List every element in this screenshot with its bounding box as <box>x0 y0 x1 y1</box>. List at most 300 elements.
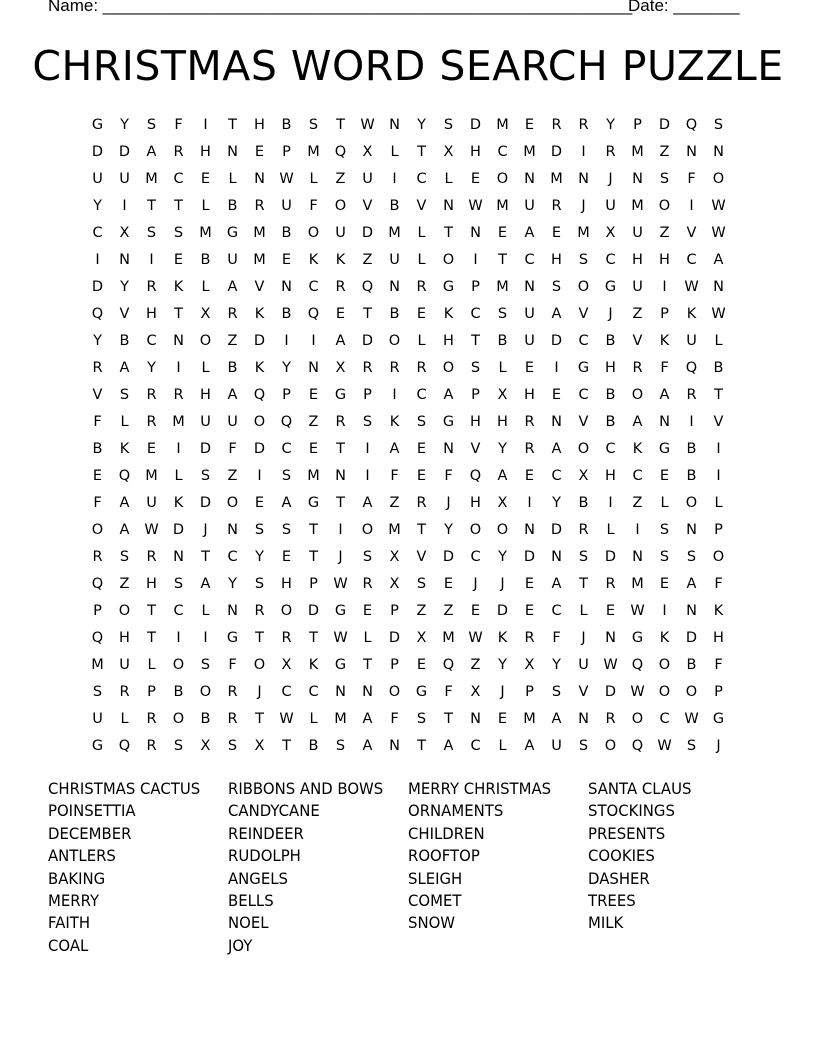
grid-letter[interactable]: R <box>146 710 157 727</box>
grid-letter[interactable]: R <box>281 629 292 646</box>
grid-letter[interactable]: K <box>389 413 400 430</box>
grid-letter[interactable]: Q <box>91 629 104 646</box>
grid-letter[interactable]: S <box>362 548 373 565</box>
grid-letter[interactable]: I <box>338 521 343 538</box>
grid-letter[interactable]: T <box>201 548 210 565</box>
grid-letter[interactable]: S <box>173 224 184 241</box>
grid-letter[interactable]: A <box>686 575 697 592</box>
grid-letter[interactable]: T <box>417 521 426 538</box>
grid-letter[interactable]: D <box>469 116 482 133</box>
grid-letter[interactable]: T <box>282 737 291 754</box>
grid-letter[interactable]: D <box>361 332 374 349</box>
grid-letter[interactable]: S <box>362 413 373 430</box>
grid-letter[interactable]: M <box>145 170 158 187</box>
grid-letter[interactable]: I <box>176 359 181 376</box>
grid-letter[interactable]: E <box>470 602 481 619</box>
grid-letter[interactable]: C <box>470 548 481 565</box>
grid-letter[interactable]: W <box>684 710 699 727</box>
grid-letter[interactable]: D <box>172 521 185 538</box>
grid-letter[interactable]: I <box>365 467 370 484</box>
grid-letter[interactable]: N <box>389 116 400 133</box>
grid-letter[interactable]: I <box>473 251 478 268</box>
grid-letter[interactable]: U <box>578 656 589 673</box>
grid-letter[interactable]: V <box>416 197 427 214</box>
grid-letter[interactable]: Q <box>442 656 455 673</box>
grid-letter[interactable]: E <box>524 575 535 592</box>
grid-letter[interactable]: F <box>444 683 453 700</box>
grid-letter[interactable]: U <box>524 305 535 322</box>
grid-letter[interactable]: G <box>442 413 455 430</box>
grid-letter[interactable]: E <box>416 467 427 484</box>
grid-letter[interactable]: A <box>146 143 157 160</box>
grid-letter[interactable]: D <box>307 602 320 619</box>
grid-letter[interactable]: U <box>389 251 400 268</box>
grid-letter[interactable]: B <box>578 494 589 511</box>
grid-letter[interactable]: X <box>362 143 373 160</box>
grid-letter[interactable]: T <box>444 710 453 727</box>
grid-letter[interactable]: V <box>632 332 643 349</box>
grid-letter[interactable]: O <box>469 521 482 538</box>
grid-letter[interactable]: O <box>388 332 401 349</box>
grid-letter[interactable]: D <box>199 494 212 511</box>
grid-letter[interactable]: R <box>632 359 643 376</box>
grid-letter[interactable]: W <box>468 629 483 646</box>
grid-letter[interactable]: Q <box>334 143 347 160</box>
grid-letter[interactable]: B <box>308 737 319 754</box>
grid-letter[interactable]: I <box>176 629 181 646</box>
grid-letter[interactable]: N <box>524 278 535 295</box>
grid-letter[interactable]: H <box>119 629 130 646</box>
grid-letter[interactable]: L <box>201 602 210 619</box>
grid-letter[interactable]: U <box>686 332 697 349</box>
grid-letter[interactable]: B <box>497 332 508 349</box>
grid-letter[interactable]: G <box>91 737 104 754</box>
grid-letter[interactable]: Y <box>552 656 561 673</box>
grid-letter[interactable]: P <box>714 683 723 700</box>
grid-letter[interactable]: H <box>443 332 454 349</box>
grid-letter[interactable]: L <box>417 251 426 268</box>
grid-letter[interactable]: S <box>686 548 697 565</box>
grid-letter[interactable]: M <box>253 224 266 241</box>
grid-letter[interactable]: D <box>496 602 509 619</box>
grid-letter[interactable]: C <box>416 170 427 187</box>
grid-letter[interactable]: E <box>173 251 184 268</box>
grid-letter[interactable]: H <box>605 359 616 376</box>
grid-letter[interactable]: R <box>605 575 616 592</box>
grid-letter[interactable]: L <box>579 602 588 619</box>
grid-letter[interactable]: I <box>392 170 397 187</box>
grid-letter[interactable]: T <box>336 494 345 511</box>
grid-letter[interactable]: S <box>119 548 130 565</box>
grid-letter[interactable]: X <box>389 575 400 592</box>
grid-letter[interactable]: S <box>659 521 670 538</box>
grid-letter[interactable]: T <box>147 197 156 214</box>
grid-letter[interactable]: Y <box>120 278 129 295</box>
grid-letter[interactable]: T <box>336 440 345 457</box>
grid-letter[interactable]: T <box>417 143 426 160</box>
grid-letter[interactable]: S <box>173 737 184 754</box>
grid-letter[interactable]: N <box>578 170 589 187</box>
grid-letter[interactable]: N <box>389 278 400 295</box>
grid-letter[interactable]: D <box>604 683 617 700</box>
grid-letter[interactable]: C <box>497 143 508 160</box>
grid-letter[interactable]: S <box>416 575 427 592</box>
grid-letter[interactable]: G <box>442 278 455 295</box>
grid-letter[interactable]: L <box>444 170 453 187</box>
grid-letter[interactable]: Z <box>362 251 373 268</box>
grid-letter[interactable]: L <box>228 170 237 187</box>
grid-letter[interactable]: W <box>360 116 375 133</box>
grid-letter[interactable]: B <box>686 467 697 484</box>
grid-letter[interactable]: N <box>470 710 481 727</box>
grid-letter[interactable]: D <box>91 143 104 160</box>
grid-letter[interactable]: N <box>713 143 724 160</box>
grid-letter[interactable]: S <box>497 305 508 322</box>
grid-letter[interactable]: Q <box>280 413 293 430</box>
grid-letter[interactable]: V <box>578 683 589 700</box>
grid-letter[interactable]: A <box>200 575 211 592</box>
grid-letter[interactable]: R <box>227 710 238 727</box>
grid-letter[interactable]: E <box>605 602 616 619</box>
grid-letter[interactable]: M <box>523 710 536 727</box>
grid-letter[interactable]: P <box>714 521 723 538</box>
grid-letter[interactable]: K <box>173 278 184 295</box>
grid-letter[interactable]: D <box>91 278 104 295</box>
grid-letter[interactable]: E <box>524 359 535 376</box>
grid-letter[interactable]: X <box>119 224 130 241</box>
grid-letter[interactable]: B <box>200 710 211 727</box>
grid-letter[interactable]: N <box>470 224 481 241</box>
grid-letter[interactable]: A <box>389 440 400 457</box>
grid-letter[interactable]: A <box>362 494 373 511</box>
grid-letter[interactable]: U <box>551 737 562 754</box>
grid-letter[interactable]: U <box>119 170 130 187</box>
grid-letter[interactable]: T <box>579 575 588 592</box>
grid-letter[interactable]: I <box>149 251 154 268</box>
grid-letter[interactable]: X <box>335 359 346 376</box>
grid-letter[interactable]: N <box>605 629 616 646</box>
grid-letter[interactable]: C <box>470 737 481 754</box>
grid-letter[interactable]: B <box>389 197 400 214</box>
grid-letter[interactable]: O <box>253 413 266 430</box>
grid-letter[interactable]: W <box>630 683 645 700</box>
grid-letter[interactable]: K <box>335 251 346 268</box>
grid-letter[interactable]: B <box>605 332 616 349</box>
grid-letter[interactable]: W <box>279 710 294 727</box>
grid-letter[interactable]: C <box>578 386 589 403</box>
grid-letter[interactable]: H <box>200 386 211 403</box>
grid-letter[interactable]: C <box>308 278 319 295</box>
grid-letter[interactable]: O <box>199 332 212 349</box>
grid-letter[interactable]: E <box>470 170 481 187</box>
grid-letter[interactable]: Q <box>469 467 482 484</box>
grid-letter[interactable]: F <box>390 467 399 484</box>
grid-letter[interactable]: Q <box>118 467 131 484</box>
grid-letter[interactable]: S <box>416 710 427 727</box>
grid-letter[interactable]: K <box>497 629 508 646</box>
grid-letter[interactable]: R <box>227 683 238 700</box>
grid-letter[interactable]: N <box>632 548 643 565</box>
grid-letter[interactable]: D <box>442 548 455 565</box>
grid-letter[interactable]: C <box>281 440 292 457</box>
grid-letter[interactable]: A <box>524 224 535 241</box>
grid-letter[interactable]: I <box>662 278 667 295</box>
grid-letter[interactable]: A <box>524 737 535 754</box>
grid-letter[interactable]: B <box>389 305 400 322</box>
grid-letter[interactable]: I <box>95 251 100 268</box>
grid-letter[interactable]: J <box>500 683 505 700</box>
grid-letter[interactable]: P <box>363 386 372 403</box>
grid-letter[interactable]: T <box>255 710 264 727</box>
grid-letter[interactable]: E <box>92 467 103 484</box>
grid-letter[interactable]: H <box>200 143 211 160</box>
grid-letter[interactable]: R <box>578 521 589 538</box>
grid-letter[interactable]: O <box>496 170 509 187</box>
grid-letter[interactable]: S <box>119 386 130 403</box>
grid-letter[interactable]: T <box>255 629 264 646</box>
grid-letter[interactable]: S <box>227 737 238 754</box>
grid-letter[interactable]: N <box>281 278 292 295</box>
grid-letter[interactable]: A <box>335 332 346 349</box>
grid-letter[interactable]: E <box>497 710 508 727</box>
grid-letter[interactable]: Y <box>498 440 507 457</box>
grid-letter[interactable]: F <box>552 629 561 646</box>
grid-letter[interactable]: D <box>550 143 563 160</box>
grid-letter[interactable]: R <box>173 386 184 403</box>
grid-letter[interactable]: T <box>309 548 318 565</box>
grid-letter[interactable]: M <box>334 710 347 727</box>
grid-letter[interactable]: J <box>608 305 613 322</box>
grid-letter[interactable]: L <box>201 197 210 214</box>
grid-letter[interactable]: K <box>686 305 697 322</box>
grid-letter[interactable]: L <box>174 467 183 484</box>
grid-letter[interactable]: C <box>686 251 697 268</box>
grid-letter[interactable]: E <box>308 440 319 457</box>
grid-letter[interactable]: I <box>716 467 721 484</box>
grid-letter[interactable]: O <box>604 737 617 754</box>
grid-letter[interactable]: T <box>714 386 723 403</box>
grid-letter[interactable]: T <box>498 251 507 268</box>
grid-letter[interactable]: P <box>633 116 642 133</box>
grid-letter[interactable]: O <box>631 710 644 727</box>
grid-letter[interactable]: D <box>361 224 374 241</box>
grid-letter[interactable]: M <box>631 197 644 214</box>
grid-letter[interactable]: O <box>442 359 455 376</box>
grid-letter[interactable]: U <box>605 197 616 214</box>
grid-letter[interactable]: A <box>659 386 670 403</box>
grid-letter[interactable]: G <box>334 602 347 619</box>
grid-letter[interactable]: N <box>686 602 697 619</box>
grid-letter[interactable]: V <box>362 197 373 214</box>
grid-letter[interactable]: Q <box>361 278 374 295</box>
grid-letter[interactable]: N <box>524 521 535 538</box>
grid-letter[interactable]: G <box>334 656 347 673</box>
grid-letter[interactable]: A <box>551 440 562 457</box>
grid-letter[interactable]: L <box>309 710 318 727</box>
grid-letter[interactable]: L <box>498 359 507 376</box>
grid-letter[interactable]: X <box>524 656 535 673</box>
grid-letter[interactable]: X <box>200 737 211 754</box>
grid-letter[interactable]: U <box>335 224 346 241</box>
grid-letter[interactable]: H <box>659 251 670 268</box>
grid-letter[interactable]: A <box>362 737 373 754</box>
grid-letter[interactable]: E <box>524 467 535 484</box>
grid-letter[interactable]: M <box>172 413 185 430</box>
grid-letter[interactable]: O <box>442 251 455 268</box>
grid-letter[interactable]: J <box>473 575 478 592</box>
grid-letter[interactable]: A <box>713 251 724 268</box>
grid-letter[interactable]: N <box>173 332 184 349</box>
grid-letter[interactable]: E <box>281 548 292 565</box>
grid-letter[interactable]: E <box>362 602 373 619</box>
grid-letter[interactable]: Z <box>659 143 670 160</box>
grid-letter[interactable]: F <box>93 494 102 511</box>
name-field[interactable]: Name: ________________________________________________________ <box>48 0 633 15</box>
grid-letter[interactable]: H <box>524 386 535 403</box>
grid-letter[interactable]: N <box>227 602 238 619</box>
grid-letter[interactable]: Z <box>632 305 643 322</box>
grid-letter[interactable]: L <box>201 359 210 376</box>
grid-letter[interactable]: N <box>659 413 670 430</box>
grid-letter[interactable]: E <box>551 386 562 403</box>
grid-letter[interactable]: Q <box>91 305 104 322</box>
grid-letter[interactable]: H <box>551 251 562 268</box>
grid-letter[interactable]: O <box>658 656 671 673</box>
grid-letter[interactable]: A <box>119 359 130 376</box>
grid-letter[interactable]: D <box>523 548 536 565</box>
grid-letter[interactable]: R <box>551 116 562 133</box>
grid-letter[interactable]: R <box>146 278 157 295</box>
grid-letter[interactable]: B <box>227 197 238 214</box>
grid-letter[interactable]: P <box>390 656 399 673</box>
grid-letter[interactable]: I <box>581 143 586 160</box>
grid-letter[interactable]: W <box>684 278 699 295</box>
grid-letter[interactable]: T <box>228 116 237 133</box>
grid-letter[interactable]: K <box>173 494 184 511</box>
grid-letter[interactable]: R <box>524 413 535 430</box>
grid-letter[interactable]: B <box>686 656 697 673</box>
grid-letter[interactable]: E <box>254 143 265 160</box>
grid-letter[interactable]: J <box>446 494 451 511</box>
grid-letter[interactable]: R <box>146 737 157 754</box>
grid-letter[interactable]: A <box>551 575 562 592</box>
grid-letter[interactable]: D <box>550 521 563 538</box>
grid-letter[interactable]: E <box>308 386 319 403</box>
grid-letter[interactable]: C <box>524 251 535 268</box>
grid-letter[interactable]: U <box>146 494 157 511</box>
grid-letter[interactable]: U <box>227 413 238 430</box>
grid-letter[interactable]: Z <box>416 602 427 619</box>
grid-letter[interactable]: E <box>146 440 157 457</box>
grid-letter[interactable]: A <box>632 413 643 430</box>
grid-letter[interactable]: S <box>551 683 562 700</box>
grid-letter[interactable]: V <box>578 413 589 430</box>
grid-letter[interactable]: T <box>309 629 318 646</box>
grid-letter[interactable]: U <box>632 224 643 241</box>
grid-letter[interactable]: A <box>227 278 238 295</box>
grid-letter[interactable]: O <box>712 548 725 565</box>
grid-letter[interactable]: T <box>147 602 156 619</box>
grid-letter[interactable]: T <box>417 737 426 754</box>
grid-letter[interactable]: Y <box>255 548 264 565</box>
grid-letter[interactable]: S <box>470 359 481 376</box>
grid-letter[interactable]: P <box>309 575 318 592</box>
grid-letter[interactable]: G <box>577 359 590 376</box>
grid-letter[interactable]: C <box>551 467 562 484</box>
grid-letter[interactable]: F <box>444 467 453 484</box>
grid-letter[interactable]: Y <box>120 116 129 133</box>
grid-letter[interactable]: Y <box>282 359 291 376</box>
grid-letter[interactable]: F <box>687 170 696 187</box>
grid-letter[interactable]: H <box>281 575 292 592</box>
grid-letter[interactable]: E <box>416 440 427 457</box>
grid-letter[interactable]: H <box>470 413 481 430</box>
grid-letter[interactable]: P <box>660 305 669 322</box>
grid-letter[interactable]: S <box>146 224 157 241</box>
grid-letter[interactable]: I <box>689 197 694 214</box>
grid-letter[interactable]: S <box>443 116 454 133</box>
grid-letter[interactable]: O <box>280 602 293 619</box>
grid-letter[interactable]: I <box>689 413 694 430</box>
grid-letter[interactable]: M <box>577 224 590 241</box>
grid-letter[interactable]: L <box>714 332 723 349</box>
grid-letter[interactable]: R <box>389 359 400 376</box>
grid-letter[interactable]: O <box>685 683 698 700</box>
grid-letter[interactable]: J <box>257 683 262 700</box>
grid-letter[interactable]: I <box>176 440 181 457</box>
grid-letter[interactable]: V <box>578 305 589 322</box>
grid-letter[interactable]: H <box>146 305 157 322</box>
grid-letter[interactable]: X <box>389 548 400 565</box>
grid-letter[interactable]: L <box>120 710 129 727</box>
grid-letter[interactable]: R <box>146 386 157 403</box>
grid-letter[interactable]: Q <box>685 359 698 376</box>
grid-letter[interactable]: X <box>443 143 454 160</box>
grid-letter[interactable]: H <box>470 143 481 160</box>
grid-letter[interactable]: Z <box>443 602 454 619</box>
grid-letter[interactable]: I <box>122 197 127 214</box>
grid-letter[interactable]: F <box>228 440 237 457</box>
grid-letter[interactable]: E <box>416 656 427 673</box>
grid-letter[interactable]: S <box>146 116 157 133</box>
grid-letter[interactable]: Y <box>93 197 102 214</box>
grid-letter[interactable]: K <box>254 359 265 376</box>
grid-letter[interactable]: Y <box>606 116 615 133</box>
grid-letter[interactable]: P <box>93 602 102 619</box>
grid-letter[interactable]: L <box>417 332 426 349</box>
grid-letter[interactable]: G <box>631 629 644 646</box>
grid-letter[interactable]: I <box>365 440 370 457</box>
grid-letter[interactable]: S <box>686 737 697 754</box>
grid-letter[interactable]: R <box>92 548 103 565</box>
grid-letter[interactable]: B <box>173 683 184 700</box>
grid-letter[interactable]: B <box>281 116 292 133</box>
grid-letter[interactable]: S <box>308 116 319 133</box>
grid-letter[interactable]: I <box>203 629 208 646</box>
grid-letter[interactable]: H <box>254 116 265 133</box>
grid-letter[interactable]: J <box>338 548 343 565</box>
grid-letter[interactable]: N <box>551 548 562 565</box>
grid-letter[interactable]: C <box>281 683 292 700</box>
grid-letter[interactable]: J <box>716 737 721 754</box>
grid-letter[interactable]: W <box>711 305 726 322</box>
grid-letter[interactable]: M <box>631 143 644 160</box>
grid-letter[interactable]: X <box>470 683 481 700</box>
grid-letter[interactable]: V <box>416 548 427 565</box>
grid-letter[interactable]: S <box>200 656 211 673</box>
grid-letter[interactable]: L <box>417 224 426 241</box>
grid-letter[interactable]: R <box>92 359 103 376</box>
